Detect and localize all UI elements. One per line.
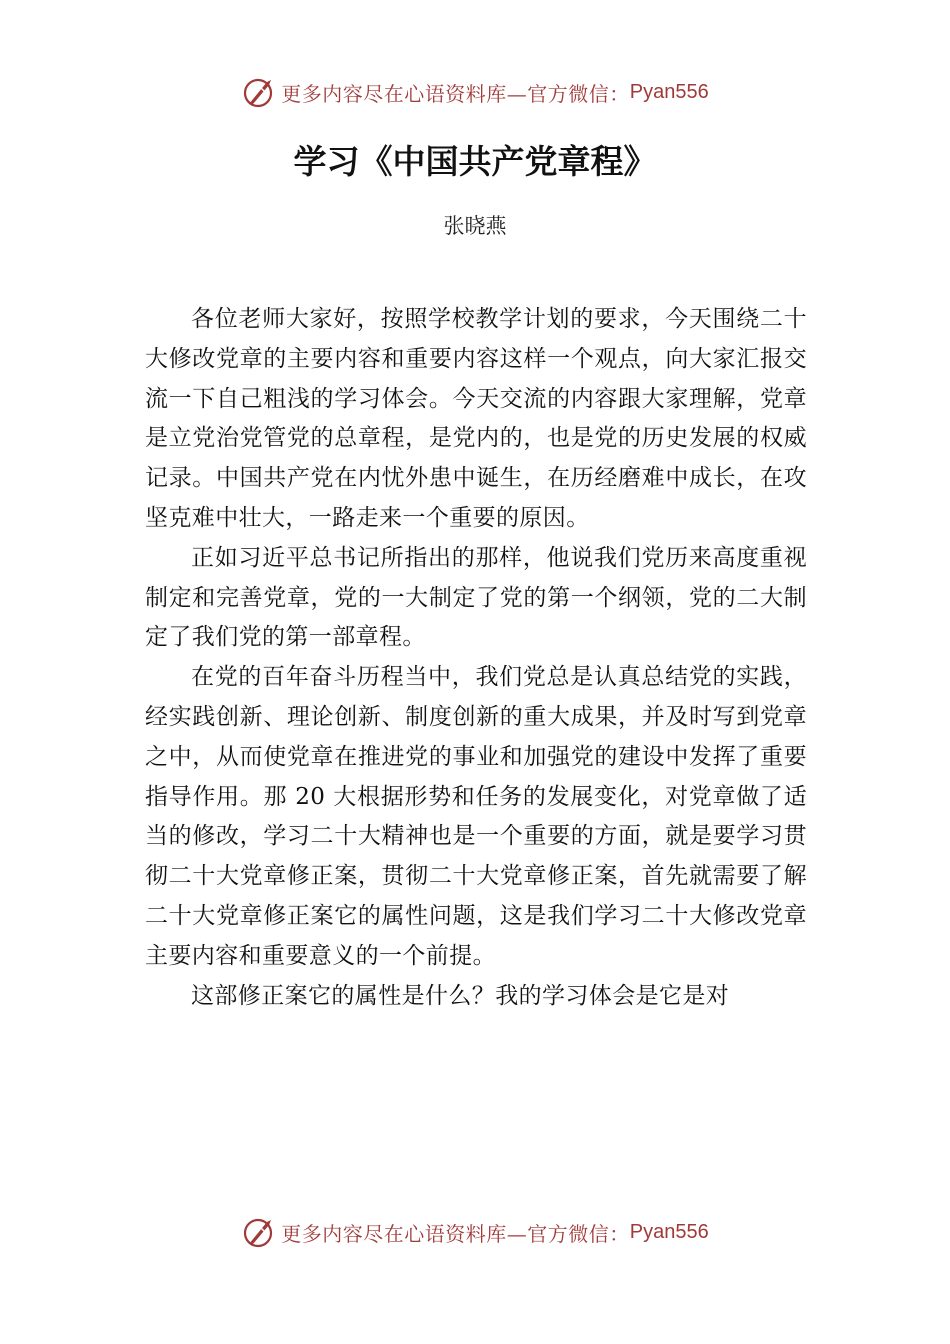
paragraph: 正如习近平总书记所指出的那样，他说我们党历来高度重视制定和完善党章，党的一大制定了党的第一个纲领，党的二大制定了我们党的第一部章程。: [145, 544, 807, 651]
wechat-id: Pyan556: [629, 80, 709, 103]
wechat-id: Pyan556: [629, 1220, 709, 1243]
quill-pen-logo-icon: [241, 1214, 277, 1250]
banner-text: 更多内容尽在心语资料库—官方微信：: [281, 1221, 630, 1246]
footer-banner: [0, 1212, 950, 1252]
header-banner: [0, 72, 950, 112]
document-body: [145, 300, 807, 1016]
document-title: 学习《中国共产党章程》: [293, 142, 657, 181]
banner-text: 更多内容尽在心语资料库—官方微信：: [281, 81, 630, 106]
author-name: 张晓燕: [443, 214, 507, 238]
paragraph: 这部修正案它的属性是什么？我的学习体会是它是对: [191, 982, 730, 1009]
paragraph: 在党的百年奋斗历程当中，我们党总是认真总结党的实践，经实践创新、理论创新、制度创新的重大成果，并及时写到党章之中，从而使党章在推进党的事业和加强党的建设中发挥了重要指导作用。那 20 大根据形势和任务的发展变化，对党章做了适当的修改，学习二十大精神也是一个重要的方面，就是要学习贯彻二十大党章修正案，贯彻二十大党章修正案，首先就需要了解二十大党章修正案它的属性问题，这是我们学习二十大修改党章主要内容和重要意义的一个前提。: [145, 664, 807, 969]
paragraph: 各位老师大家好，按照学校教学计划的要求，今天围绕二十大修改党章的主要内容和重要内容这样一个观点，向大家汇报交流一下自己粗浅的学习体会。今天交流的内容跟大家理解，党章是立党治党管党的总章程，是党内的，也是党的历史发展的权威记录。中国共产党在内忧外患中诞生，在历经磨难中成长，在攻坚克难中壮大，一路走来一个重要的原因。: [145, 306, 807, 531]
quill-pen-logo-icon: [241, 74, 277, 110]
